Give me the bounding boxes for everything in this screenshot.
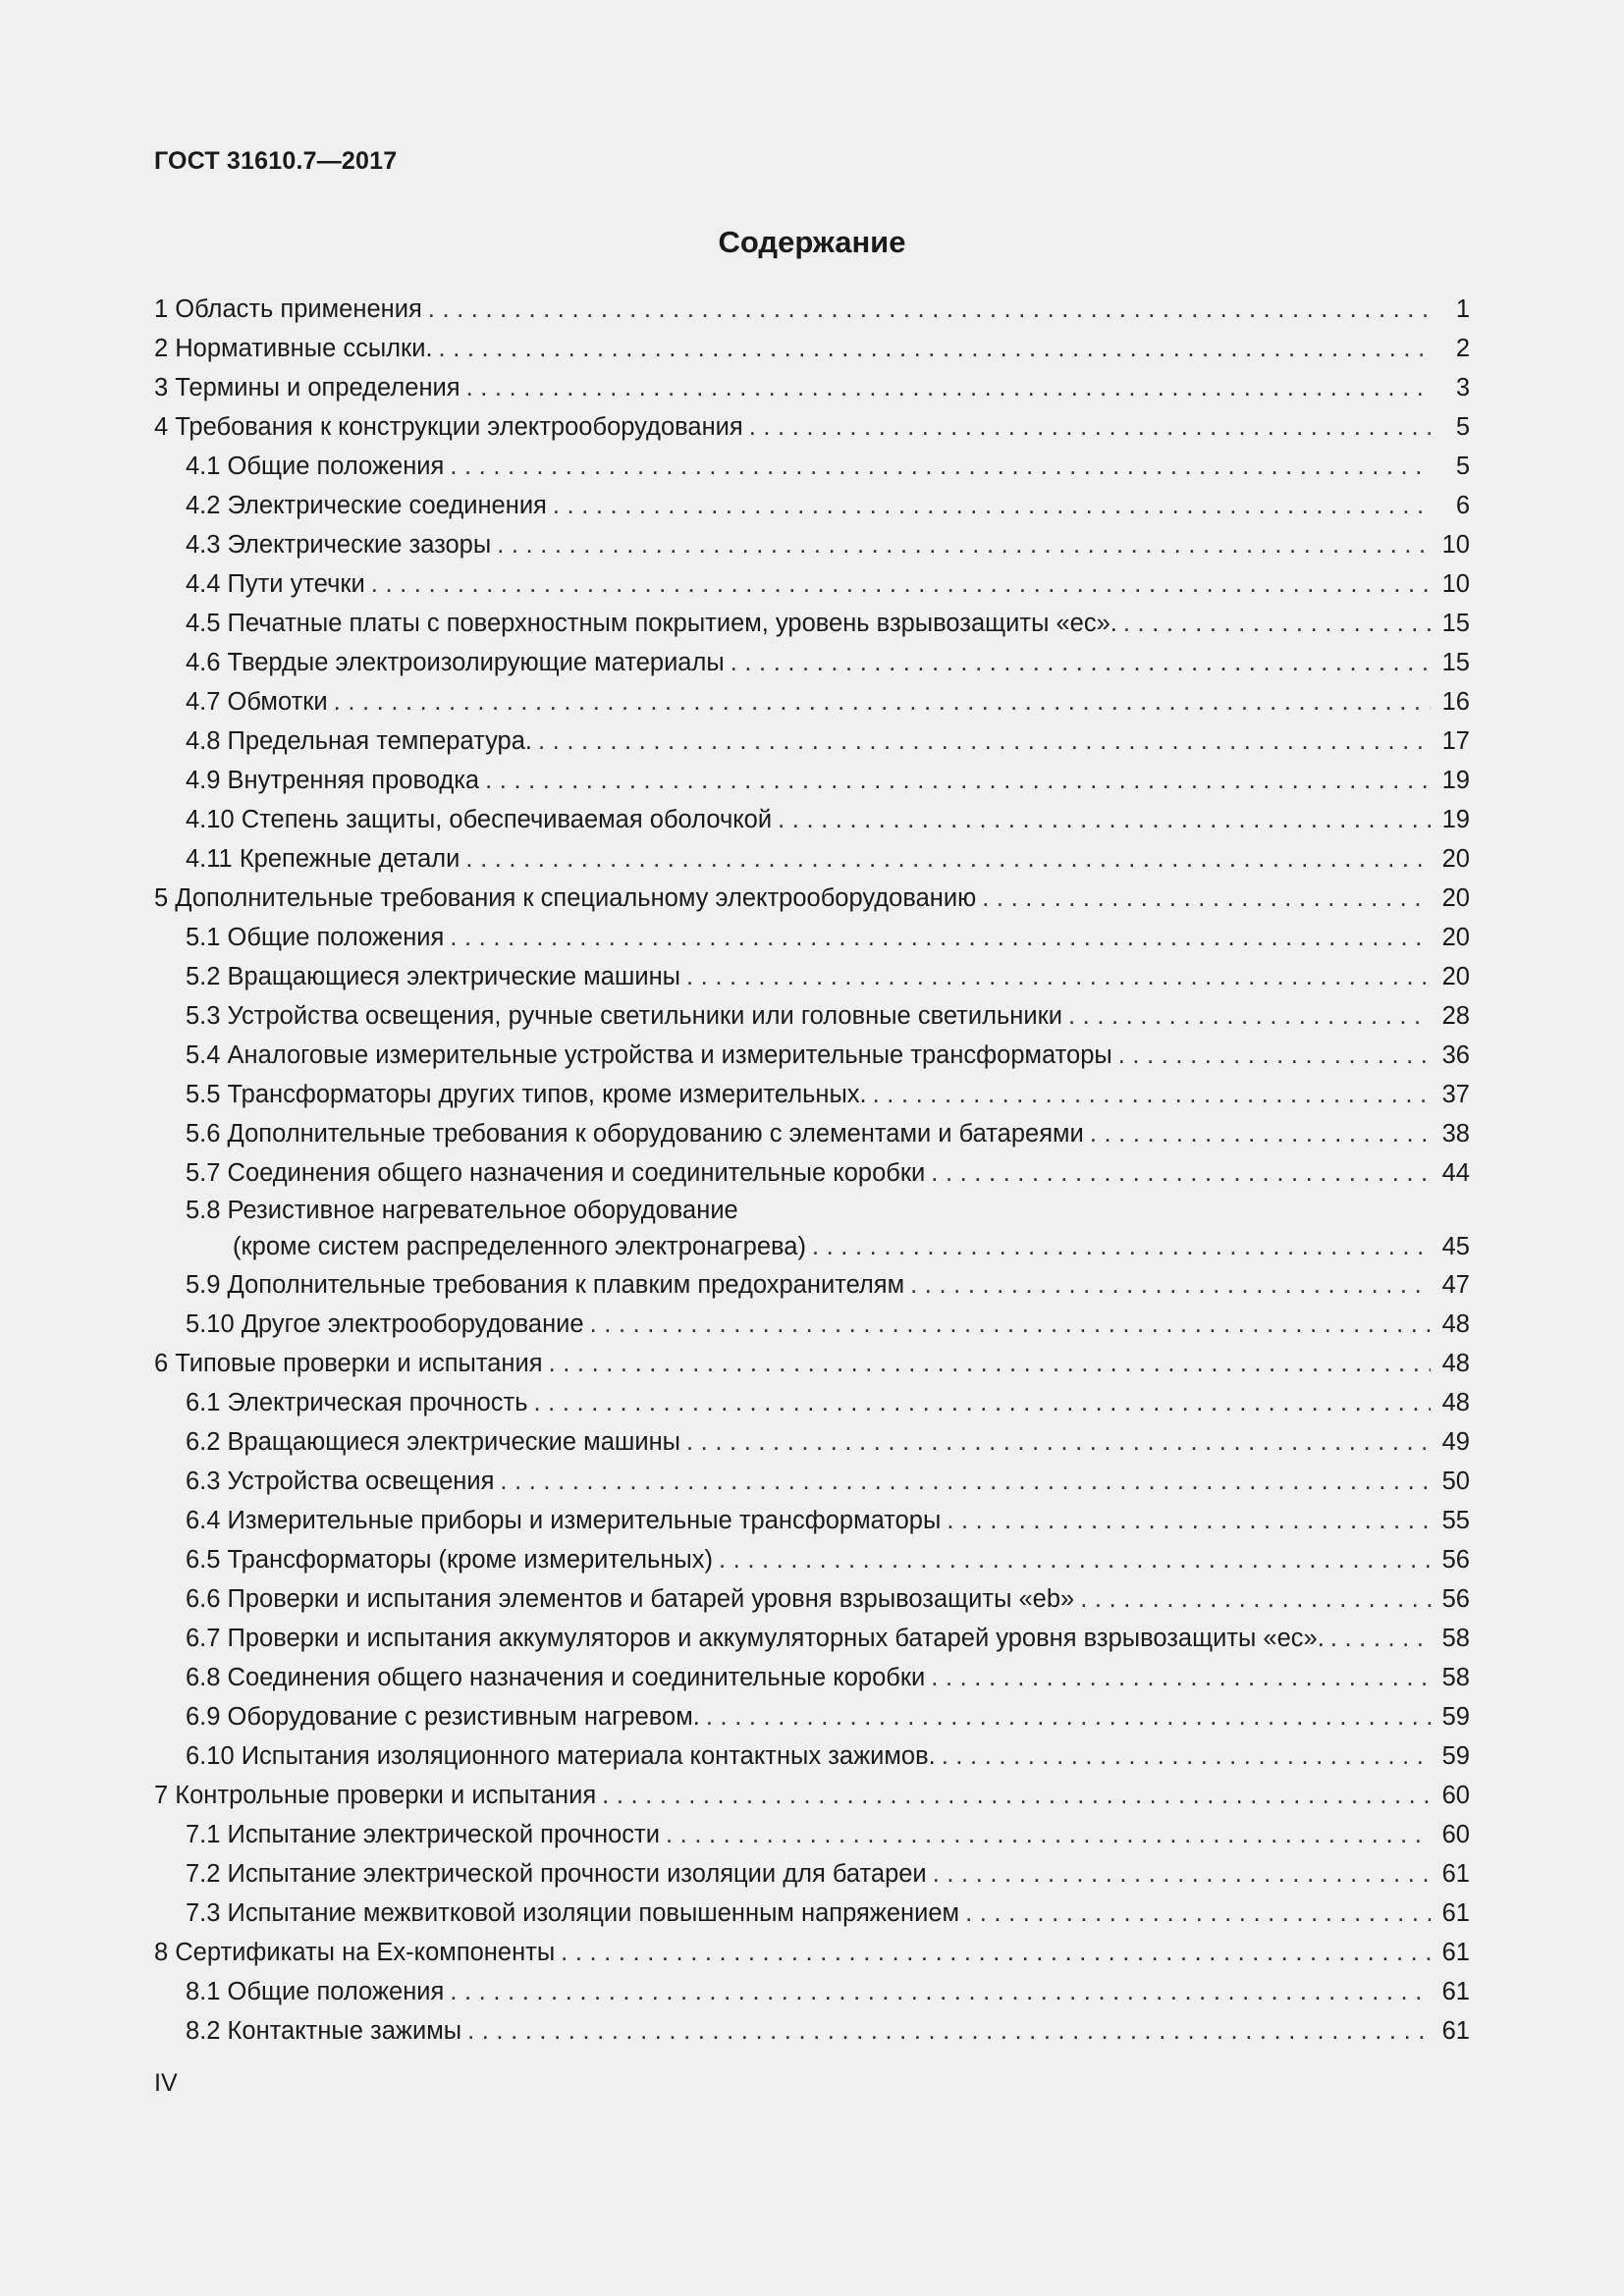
dot-leader: [500, 1462, 1431, 1501]
toc-entry-text: 8 Сертификаты на Ex-компоненты: [154, 1939, 556, 1966]
dot-leader: [719, 1540, 1431, 1579]
dot-leader: [485, 761, 1431, 800]
toc-entry[interactable]: [154, 1540, 1470, 1579]
dot-leader: [534, 1383, 1431, 1422]
toc-entry-page: 58: [1441, 1625, 1470, 1652]
toc-entry-text: 6.10 Испытания изоляционного материала контактных зажимов.: [186, 1742, 936, 1770]
toc-entry[interactable]: [154, 721, 1470, 761]
toc-entry-page: 59: [1441, 1742, 1470, 1770]
toc-entry-page: 10: [1441, 531, 1470, 559]
table-of-contents: [154, 290, 1470, 2051]
toc-entry[interactable]: [154, 604, 1470, 643]
toc-entry-text: 6.8 Соединения общего назначения и соединительные коробки: [186, 1664, 926, 1691]
toc-entry-text: 6.3 Устройства освещения: [186, 1468, 495, 1495]
dot-leader: [1123, 604, 1431, 643]
dot-leader: [965, 1894, 1431, 1933]
toc-entry[interactable]: [154, 1383, 1470, 1422]
toc-entry-text: 6.9 Оборудование с резистивным нагревом.: [186, 1703, 700, 1731]
dot-leader: [1118, 1036, 1431, 1075]
toc-entry-page: 56: [1441, 1585, 1470, 1613]
toc-entry[interactable]: [154, 761, 1470, 800]
dot-leader: [428, 290, 1431, 329]
toc-entry[interactable]: [154, 1894, 1470, 1933]
toc-entry-page: 3: [1455, 374, 1470, 401]
toc-entry-page: 58: [1441, 1664, 1470, 1691]
toc-entry[interactable]: [154, 564, 1470, 604]
dot-leader: [450, 1972, 1431, 2011]
toc-entry-page: 56: [1441, 1546, 1470, 1574]
toc-entry-page: 20: [1441, 845, 1470, 873]
toc-entry-text: 5.4 Аналоговые измерительные устройства и измерительные трансформаторы: [186, 1041, 1112, 1069]
toc-entry[interactable]: [154, 1501, 1470, 1540]
dot-leader: [553, 486, 1431, 525]
dot-leader: [666, 1815, 1431, 1854]
toc-entry-page: 49: [1441, 1428, 1470, 1456]
toc-entry-page: 2: [1455, 335, 1470, 362]
toc-entry-text: 5 Дополнительные требования к специальному электрооборудованию: [154, 884, 977, 912]
dot-leader: [1080, 1579, 1431, 1619]
toc-entry-page: 61: [1441, 2017, 1470, 2045]
toc-entry-text: 4.7 Обмотки: [186, 688, 328, 716]
toc-entry-text: 6.1 Электрическая прочность: [186, 1389, 528, 1416]
toc-entry[interactable]: [154, 918, 1470, 957]
toc-entry-page: 5: [1455, 413, 1470, 441]
toc-entry-text: 6.5 Трансформаторы (кроме измерительных): [186, 1546, 713, 1574]
toc-entry[interactable]: [154, 957, 1470, 996]
toc-entry-text: 4.2 Электрические соединения: [186, 492, 547, 519]
dot-leader: [873, 1075, 1431, 1114]
toc-entry[interactable]: [154, 1193, 1470, 1265]
toc-entry[interactable]: [154, 800, 1470, 839]
toc-entry-text: 4.4 Пути утечки: [186, 570, 365, 598]
document-id: ГОСТ 31610.7—2017: [154, 147, 398, 175]
dot-leader: [731, 643, 1431, 682]
toc-entry-page: 55: [1441, 1507, 1470, 1534]
dot-leader: [686, 1422, 1431, 1462]
toc-entry[interactable]: [154, 1305, 1470, 1344]
toc-entry-text: 7.2 Испытание электрической прочности изоляции для батареи: [186, 1860, 927, 1888]
toc-entry-text: 7 Контрольные проверки и испытания: [154, 1782, 597, 1809]
dot-leader: [1068, 996, 1431, 1036]
toc-entry-text: 5.6 Дополнительные требования к оборудованию с элементами и батареями: [186, 1120, 1084, 1148]
toc-entry-page: 20: [1441, 963, 1470, 990]
toc-entry-text: 6.7 Проверки и испытания аккумуляторов и аккумуляторных батарей уровня взрывозащиты «ес».: [186, 1625, 1325, 1652]
page-number: IV: [154, 2069, 178, 2097]
toc-entry[interactable]: [154, 996, 1470, 1036]
toc-entry-text: 5.8 Резистивное нагревательное оборудование: [186, 1197, 738, 1224]
toc-entry-text: 4.6 Твердые электроизолирующие материалы: [186, 649, 725, 676]
dot-leader: [439, 329, 1431, 368]
toc-entry-text: 4.1 Общие положения: [186, 453, 445, 480]
toc-entry[interactable]: [154, 1075, 1470, 1114]
toc-entry-text: 5.7 Соединения общего назначения и соединительные коробки: [186, 1159, 926, 1187]
toc-entry[interactable]: [154, 879, 1470, 918]
toc-entry[interactable]: [154, 1422, 1470, 1462]
dot-leader: [465, 839, 1431, 879]
toc-entry[interactable]: [154, 1462, 1470, 1501]
dot-leader: [1090, 1114, 1431, 1153]
toc-entry-page: 19: [1441, 806, 1470, 833]
toc-entry[interactable]: [154, 839, 1470, 879]
dot-leader: [778, 800, 1431, 839]
toc-entry-page: 36: [1441, 1041, 1470, 1069]
toc-entry-page: 60: [1441, 1821, 1470, 1848]
toc-entry[interactable]: [154, 1697, 1470, 1736]
toc-entry-text: 7.3 Испытание межвитковой изоляции повышенным напряжением: [186, 1899, 960, 1927]
toc-entry-text: 5.2 Вращающиеся электрические машины: [186, 963, 681, 990]
toc-entry-page: 38: [1441, 1120, 1470, 1148]
toc-entry[interactable]: [154, 290, 1470, 329]
toc-entry-text: 6.4 Измерительные приборы и измерительные трансформаторы: [186, 1507, 942, 1534]
toc-entry[interactable]: [154, 368, 1470, 407]
toc-entry[interactable]: [154, 447, 1470, 486]
toc-entry-page: 1: [1455, 295, 1470, 323]
toc-entry-text: 5.1 Общие положения: [186, 924, 445, 951]
toc-entry[interactable]: [154, 329, 1470, 368]
toc-entry-page: 59: [1441, 1703, 1470, 1731]
toc-entry[interactable]: [154, 1114, 1470, 1153]
toc-entry-text: 4.5 Печатные платы с поверхностным покрытием, уровень взрывозащиты «ес».: [186, 610, 1117, 637]
toc-entry-text: 4.8 Предельная температура.: [186, 727, 532, 755]
toc-entry[interactable]: [154, 1658, 1470, 1697]
toc-entry[interactable]: [154, 407, 1470, 447]
toc-entry-text: 8.1 Общие положения: [186, 1978, 445, 2005]
dot-leader: [602, 1776, 1431, 1815]
dot-leader: [686, 957, 1431, 996]
toc-entry-text: 5.9 Дополнительные требования к плавким предохранителям: [186, 1271, 905, 1299]
toc-entry-text: 4.3 Электрические зазоры: [186, 531, 492, 559]
dot-leader: [749, 407, 1431, 447]
dot-leader: [590, 1305, 1431, 1344]
toc-entry-page: 47: [1441, 1271, 1470, 1299]
toc-entry[interactable]: [154, 1933, 1470, 1972]
toc-entry-page: 61: [1441, 1899, 1470, 1927]
dot-leader: [947, 1501, 1431, 1540]
toc-entry-page: 45: [1441, 1233, 1470, 1260]
toc-entry[interactable]: [154, 1265, 1470, 1305]
toc-entry-page: 48: [1441, 1310, 1470, 1338]
toc-entry[interactable]: [154, 1972, 1470, 2011]
toc-entry[interactable]: [154, 1036, 1470, 1075]
toc-entry-page: 48: [1441, 1350, 1470, 1377]
toc-entry-page: 16: [1441, 688, 1470, 716]
dot-leader: [706, 1697, 1431, 1736]
toc-entry-page: 17: [1441, 727, 1470, 755]
toc-entry[interactable]: [154, 1579, 1470, 1619]
toc-entry[interactable]: [154, 1815, 1470, 1854]
toc-entry[interactable]: [154, 1344, 1470, 1383]
toc-entry-text: 4.9 Внутренняя проводка: [186, 767, 480, 794]
toc-entry-page: 60: [1441, 1782, 1470, 1809]
toc-entry-page: 20: [1441, 884, 1470, 912]
dot-leader: [538, 721, 1431, 761]
toc-entry-text: 2 Нормативные ссылки.: [154, 335, 433, 362]
toc-entry[interactable]: [154, 2011, 1470, 2051]
toc-entry-page: 28: [1441, 1002, 1470, 1030]
dot-leader: [931, 1153, 1431, 1193]
toc-entry-page: 20: [1441, 924, 1470, 951]
toc-entry-page: 50: [1441, 1468, 1470, 1495]
dot-leader: [371, 564, 1431, 604]
toc-entry-page: 10: [1441, 570, 1470, 598]
toc-entry-page: 5: [1455, 453, 1470, 480]
dot-leader: [910, 1265, 1431, 1305]
toc-entry-page: 37: [1441, 1081, 1470, 1108]
dot-leader: [466, 368, 1431, 407]
toc-entry[interactable]: [154, 486, 1470, 525]
toc-entry[interactable]: [154, 1736, 1470, 1776]
toc-entry-text: 4.10 Степень защиты, обеспечиваемая оболочкой: [186, 806, 773, 833]
toc-entry-text-continued: (кроме систем распределенного электронагрева): [233, 1233, 806, 1260]
toc-entry[interactable]: [154, 1153, 1470, 1193]
toc-entry[interactable]: [154, 643, 1470, 682]
toc-entry-page: 15: [1441, 610, 1470, 637]
toc-entry-page: 44: [1441, 1159, 1470, 1187]
toc-entry-page: 6: [1455, 492, 1470, 519]
dot-leader: [931, 1658, 1431, 1697]
toc-entry-text: 7.1 Испытание электрической прочности: [186, 1821, 660, 1848]
toc-entry-page: 61: [1441, 1939, 1470, 1966]
toc-entry-page: 19: [1441, 767, 1470, 794]
dot-leader: [497, 525, 1431, 564]
toc-entry-text: 6 Типовые проверки и испытания: [154, 1350, 543, 1377]
toc-entry[interactable]: [154, 1854, 1470, 1894]
dot-leader: [334, 682, 1431, 721]
toc-entry-text: 8.2 Контактные зажимы: [186, 2017, 462, 2045]
toc-entry-text: 5.5 Трансформаторы других типов, кроме измерительных.: [186, 1081, 867, 1108]
toc-entry-page: 61: [1441, 1978, 1470, 2005]
toc-entry-text: 6.2 Вращающиеся электрические машины: [186, 1428, 681, 1456]
toc-entry-text: 6.6 Проверки и испытания элементов и батарей уровня взрывозащиты «eb»: [186, 1585, 1075, 1613]
dot-leader: [812, 1228, 1431, 1265]
dot-leader: [450, 447, 1431, 486]
toc-entry-page: 15: [1441, 649, 1470, 676]
toc-title: Содержание: [718, 225, 906, 259]
toc-entry-text: 5.3 Устройства освещения, ручные светильники или головные светильники: [186, 1002, 1062, 1030]
toc-entry-text: 4 Требования к конструкции электрооборудования: [154, 413, 743, 441]
toc-entry-page: 48: [1441, 1389, 1470, 1416]
toc-entry-text: 1 Область применения: [154, 295, 422, 323]
dot-leader: [561, 1933, 1431, 1972]
dot-leader: [549, 1344, 1431, 1383]
toc-entry-text: 3 Термины и определения: [154, 374, 460, 401]
toc-entry[interactable]: [154, 1619, 1470, 1658]
dot-leader: [450, 918, 1431, 957]
toc-entry[interactable]: [154, 682, 1470, 721]
toc-entry-page: 61: [1441, 1860, 1470, 1888]
dot-leader: [1330, 1619, 1431, 1658]
dot-leader: [467, 2011, 1431, 2051]
toc-entry[interactable]: [154, 1776, 1470, 1815]
dot-leader: [942, 1736, 1431, 1776]
toc-entry-text: 5.10 Другое электрооборудование: [186, 1310, 584, 1338]
toc-entry-text: 4.11 Крепежные детали: [186, 845, 460, 873]
toc-entry[interactable]: [154, 525, 1470, 564]
dot-leader: [982, 879, 1431, 918]
dot-leader: [933, 1854, 1431, 1894]
